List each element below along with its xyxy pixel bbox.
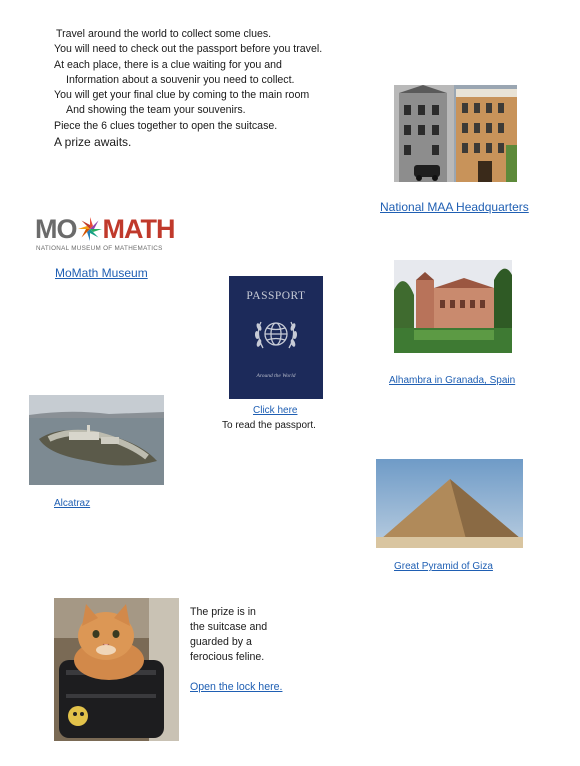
alhambra-link[interactable]: Alhambra in Granada, Spain	[389, 375, 516, 386]
intro-line: Piece the 6 clues together to open the suitcase.	[54, 119, 278, 132]
cat-suitcase-photo	[54, 598, 179, 741]
intro-line: And showing the team your souvenirs.	[66, 104, 246, 117]
maa-headquarters-photo	[394, 85, 517, 182]
passport-link[interactable]: Click here	[253, 405, 298, 416]
logo-tagline: NATIONAL MUSEUM OF MATHEMATICS	[36, 245, 163, 252]
great-pyramid-link[interactable]: Great Pyramid of Giza	[394, 561, 493, 572]
open-lock-link[interactable]: Open the lock here.	[190, 681, 283, 693]
prize-line: The prize is in	[190, 606, 256, 618]
prize-text	[190, 605, 267, 665]
intro-text	[54, 27, 322, 151]
momath-museum-link[interactable]: MoMath Museum	[55, 266, 148, 280]
great-pyramid-photo	[376, 459, 523, 548]
passport-caption: To read the passport.	[222, 420, 316, 431]
passport-title: PASSPORT	[246, 290, 306, 302]
prize-line: guarded by a	[190, 636, 252, 648]
logo-star-icon	[77, 216, 103, 242]
passport-cover[interactable]	[229, 276, 323, 399]
prize-line: the suitcase and	[190, 621, 268, 633]
intro-line: Travel around the world to collect some clues.	[56, 28, 272, 40]
prize-line: ferocious feline.	[190, 651, 265, 663]
logo-math-text: MATH	[102, 214, 175, 244]
logo-mo-text: MO	[35, 214, 77, 244]
maa-headquarters-link[interactable]: National MAA Headquarters	[380, 200, 529, 214]
intro-line: Information about a souvenir you need to collect.	[66, 73, 295, 86]
intro-line: A prize awaits.	[54, 135, 132, 150]
globe-icon	[251, 312, 301, 358]
momath-logo	[35, 214, 180, 256]
passport-subtitle: Around the World	[256, 373, 296, 379]
alcatraz-photo	[29, 395, 164, 485]
alcatraz-link[interactable]: Alcatraz	[54, 498, 91, 509]
alhambra-photo	[394, 260, 512, 353]
intro-line: At each place, there is a clue waiting for you and	[54, 58, 282, 71]
intro-line: You will need to check out the passport before you travel.	[54, 43, 323, 56]
intro-line: You will get your final clue by coming to the main room	[54, 89, 310, 102]
